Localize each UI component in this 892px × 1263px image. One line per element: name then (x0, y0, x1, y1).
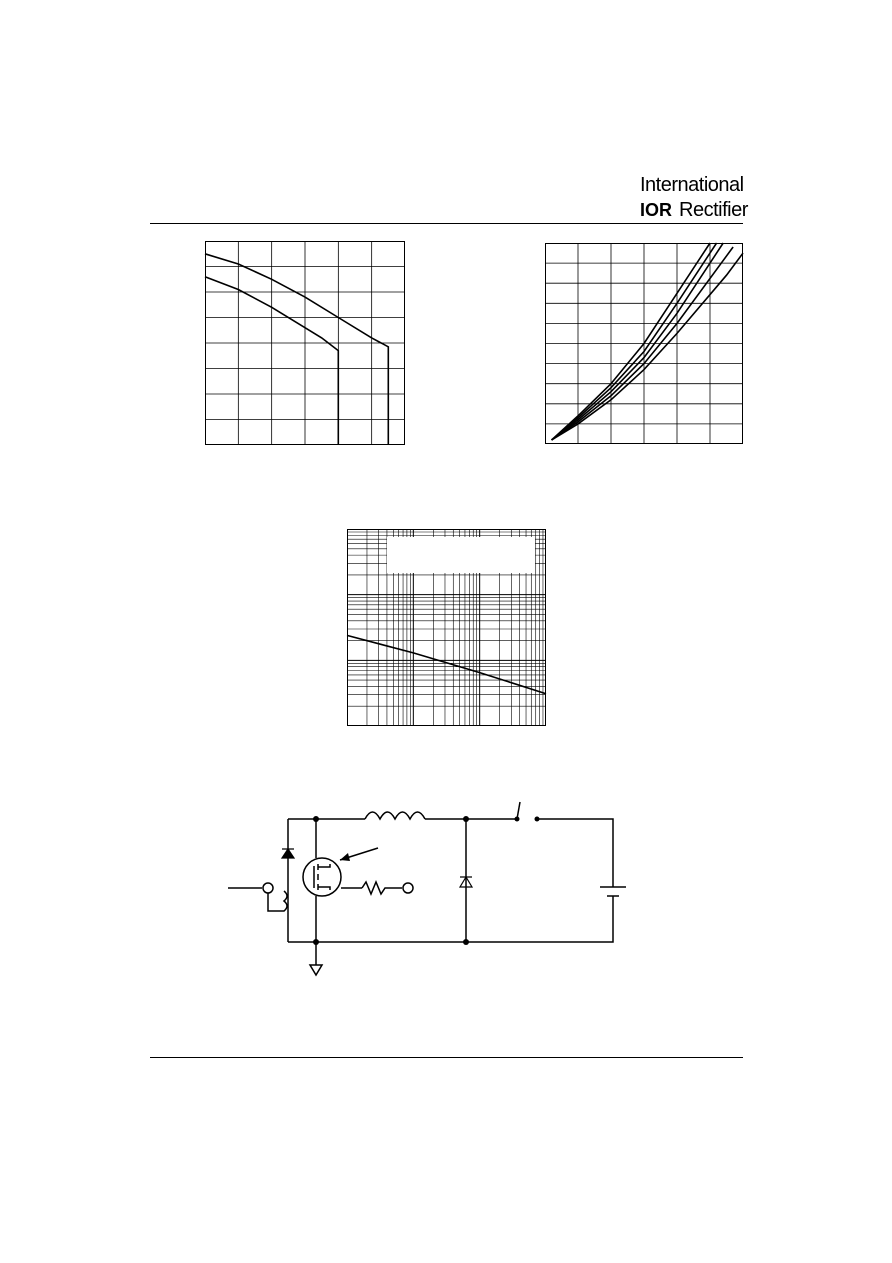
probe-terminal (263, 883, 273, 893)
gate-terminal (403, 883, 413, 893)
switch-contact (515, 817, 520, 822)
mosfet-channel (314, 864, 330, 890)
junction-dot (313, 816, 319, 822)
chart-center (347, 529, 546, 726)
footer-rule (150, 1057, 743, 1058)
switch-contact (535, 817, 540, 822)
inductor (365, 812, 425, 819)
chart-right (545, 243, 743, 444)
brand-name-line1: International (640, 174, 744, 196)
series-line-curve-upper (205, 254, 388, 445)
gate-resistor (362, 882, 402, 894)
junction-dot (463, 816, 469, 822)
series-line-curve (347, 635, 546, 693)
chart-left-series (205, 254, 388, 445)
wire-right-bottom (316, 896, 613, 942)
series-line-curve-1 (552, 243, 710, 440)
chart-right-series (552, 243, 743, 440)
current-loop (268, 891, 287, 911)
legend-box (387, 537, 535, 573)
junction-dot (313, 939, 319, 945)
header-rule (150, 223, 743, 224)
diode-left (282, 849, 294, 858)
brand-name-line2: Rectifier (679, 199, 748, 221)
ground-symbol (310, 965, 322, 975)
brand-logo: IOR (640, 200, 673, 220)
chart-center-grid (347, 529, 546, 726)
mosfet-circle (303, 858, 341, 896)
junction-dot (463, 939, 469, 945)
switch-blade (517, 802, 520, 819)
arrowhead (340, 853, 350, 861)
chart-center-series (347, 635, 546, 693)
wire-left-loop (288, 819, 316, 942)
chart-left-grid (205, 241, 405, 445)
wire-top-right (537, 819, 613, 887)
chart-left (205, 241, 405, 445)
test-circuit-schematic (220, 790, 680, 990)
series-line-curve-2 (552, 243, 717, 440)
